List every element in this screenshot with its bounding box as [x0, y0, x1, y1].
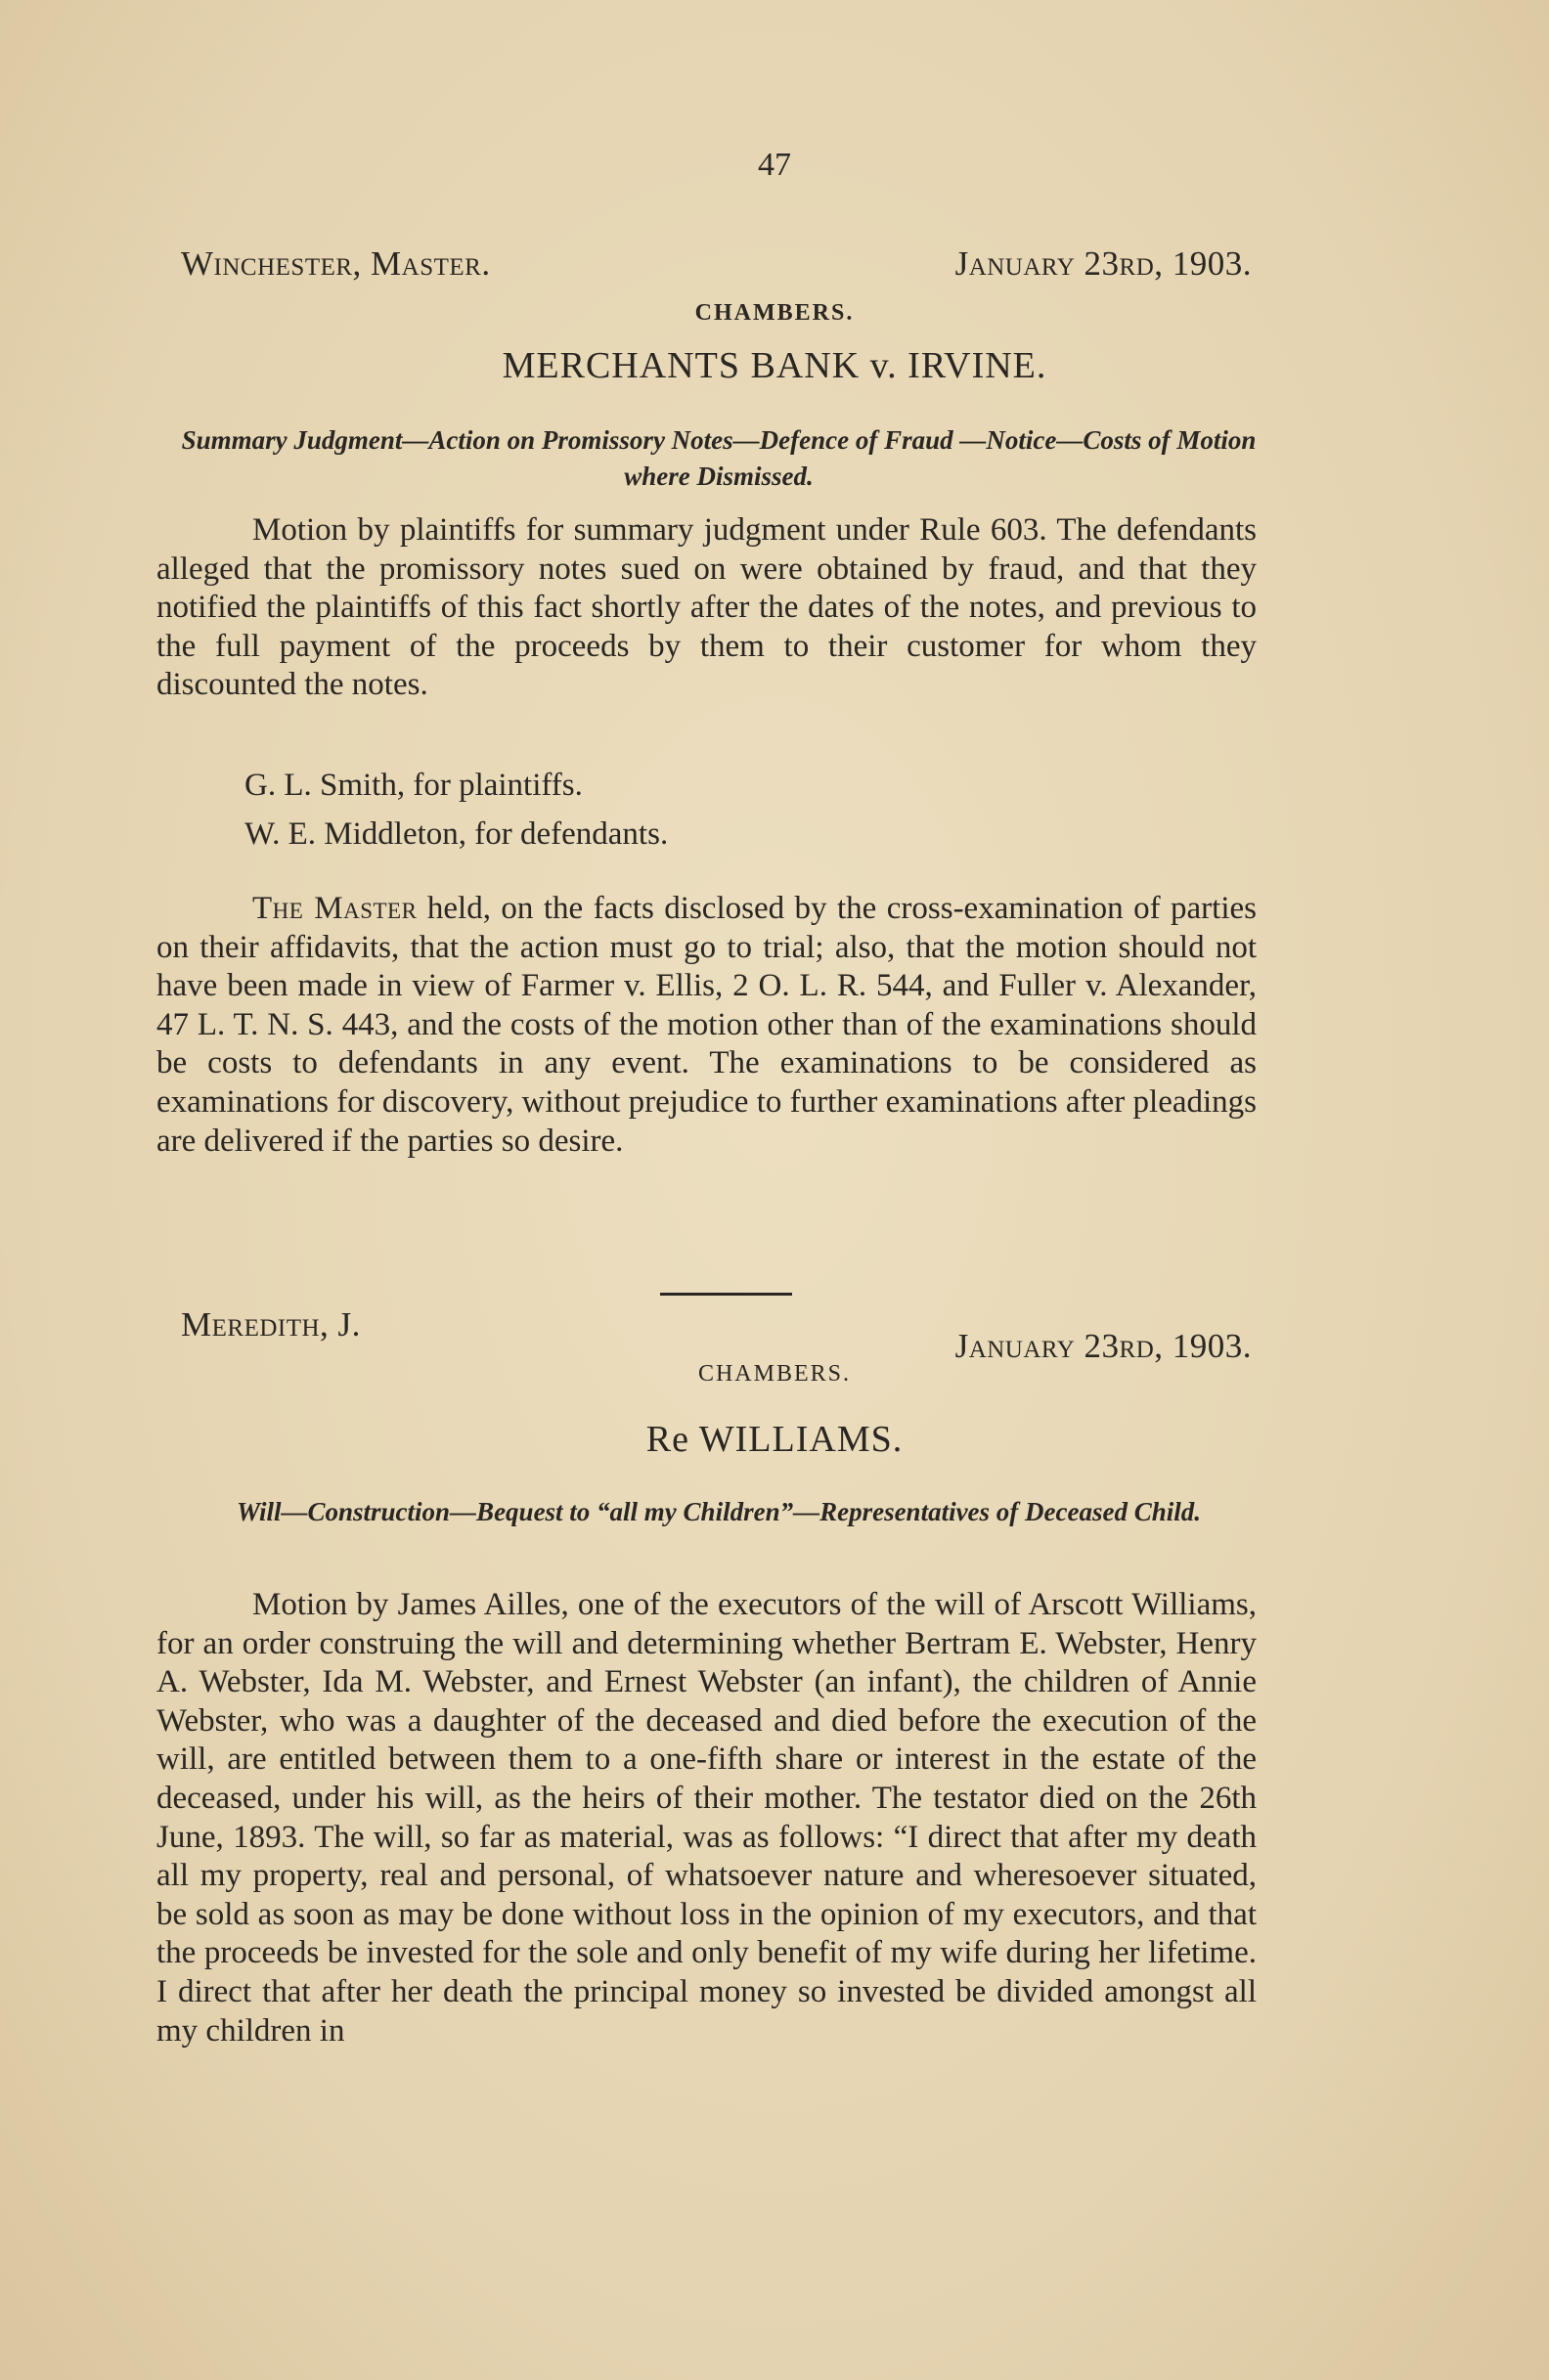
case1-counsel-plaintiffs: G. L. Smith, for plaintiffs.: [244, 768, 583, 803]
case1-holding: [156, 890, 1257, 1161]
case1-header: [181, 244, 1252, 284]
case2-court: CHAMBERS.: [697, 1361, 852, 1387]
case2-headnote: Will—Construction—Bequest to “all my Children”—Representatives of Deceased Child.: [236, 1497, 1202, 1526]
case2-header: [181, 1305, 1252, 1366]
case1-judge: Winchester, Master.: [181, 244, 491, 283]
case1-headnote: Summary Judgment—Action on Promissory Notes—Defence of Fraud —Notice—Costs of Motion where Dismissed.: [181, 425, 1257, 491]
case1-title: MERCHANTS BANK v. IRVINE.: [502, 345, 1047, 386]
case2-motion: Motion by James Ailles, one of the executors of the will of Arscott Williams, for an order construing the will and determining whether Bertram E. Webster, Henry A. Webster, Ida M. Webster, and Ernest Webster (an infant), the children of Annie Webster, who was a daughter of the deceased and died before the execution of the will, are entitled between them to a one-fifth share or interest in the estate of the deceased, under his will, as the heirs of their mother. The testator died on the 26th June, 1893. The will, so far as material, was as follows: “I direct that after my death all my property, real and personal, of whatsoever nature and wheresoever situated, be sold as soon as may be done without loss in the opinion of my executors, and that the proceeds be invested for the sole and only benefit of my wife during her lifetime. I direct that after her death the principal money so invested be divided amongst all my children in: [156, 1587, 1257, 2049]
case1-holding-text: held, on the facts disclosed by the cross-examination of parties on their affidavits, that the action must go to trial; also, that the motion should not have been made in view of Farmer v. Ellis, 2 O. L. R. 544, and Fuller v. Alexander, 47 L. T. N. S. 443, and the costs of the motion other than of the examinations should be costs to defendants in any event. The examinations to be considered as examinations for discovery, without prejudice to further examinations after pleadings are delivered if the parties so desire.: [156, 891, 1258, 1159]
page-number: 47: [758, 147, 791, 183]
case1-motion: Motion by plaintiffs for summary judgment under Rule 603. The defendants alleged that the promissory notes sued on were obtained by fraud, and that they notified the plaintiffs of this fact shortly after the dates of the notes, and previous to the full payment of the proceeds by them to their customer for whom they discounted the notes.: [156, 512, 1257, 703]
case1-counsel-defendants: W. E. Middleton, for defendants.: [244, 816, 669, 852]
case2-judge: Meredith, J.: [181, 1305, 361, 1344]
case2-date: January 23rd, 1903.: [954, 1327, 1252, 1365]
case1-court: CHAMBERS.: [694, 300, 855, 326]
section-divider: [660, 1293, 792, 1296]
case1-date: January 23rd, 1903.: [954, 244, 1252, 283]
case2-title: Re WILLIAMS.: [645, 1419, 904, 1460]
case1-holding-lead: The Master: [252, 891, 418, 926]
